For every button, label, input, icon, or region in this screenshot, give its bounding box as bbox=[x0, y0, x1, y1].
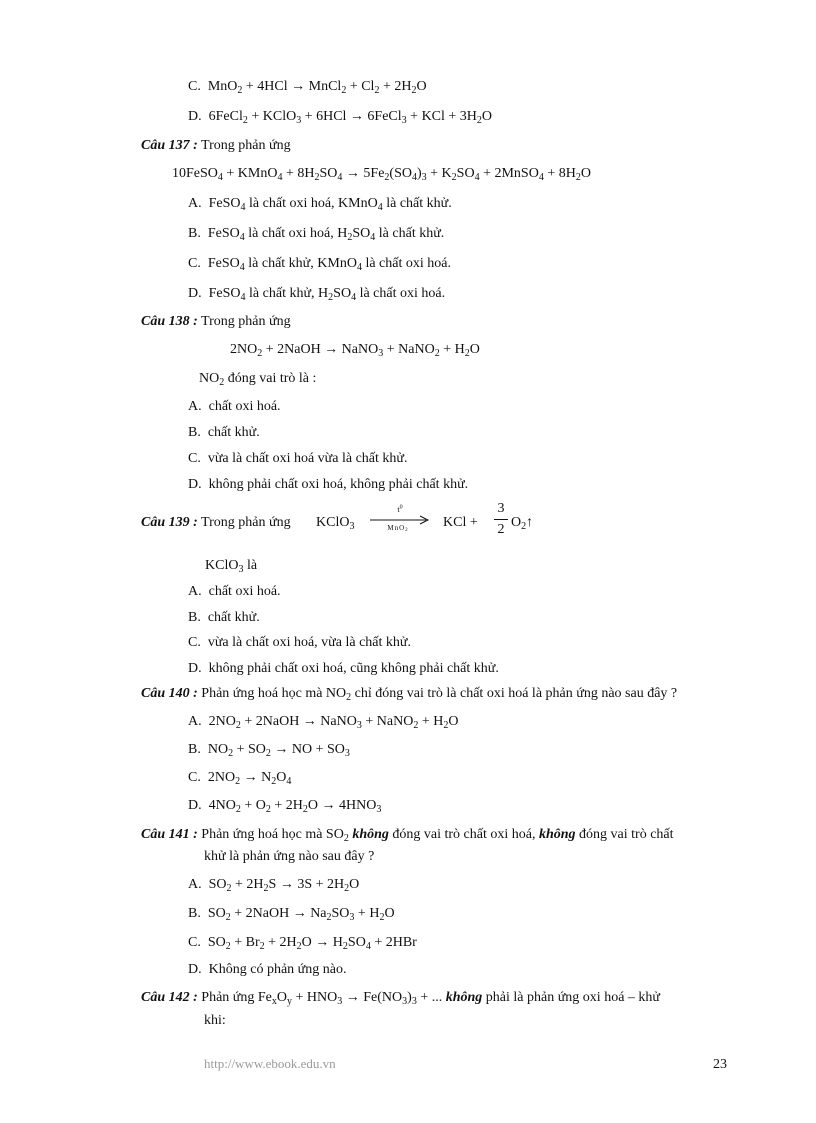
q141-option-b: B. $SO_2$ + 2NaOH → $Na_2SO_3 + H_2O$ bbox=[188, 906, 395, 923]
q138-option-d: D. không phải chất oxi hoá, không phải chất khử. bbox=[188, 477, 469, 492]
q139-condition-arrow: $t^0$ MnO$_2$ bbox=[368, 506, 432, 532]
q138-option-b: B. chất khử. bbox=[188, 425, 260, 440]
q140-option-a: A. $2NO_2$ + 2NaOH → NaNO$_3$ + NaNO$_2$ + $H_2O$ bbox=[188, 714, 459, 731]
q137-option-b: B. FeSO$_4$ là chất oxi hoá, $H_2SO_4$ là chất khử. bbox=[188, 226, 445, 243]
option-label: D. bbox=[188, 109, 202, 124]
q141-header: Câu 141 : Phản ứng hoá học mà $SO_2$ không đóng vai trò chất oxi hoá, không đóng vai trò chất bbox=[141, 827, 674, 844]
option-label: C. bbox=[188, 79, 201, 94]
q142-header: Câu 142 : Phản ứng $Fe_xO_y + HNO_3 \to Fe(NO_3)_3$ + ... không phải là phản ứng oxi hoá – khử bbox=[141, 990, 660, 1007]
question-number: Câu 142 : bbox=[141, 990, 198, 1005]
equation: 6FeCl$_2$ + KClO$_3$ + 6HCl → 6FeCl$_3$ + KCl + $3H_2O$ bbox=[208, 109, 493, 126]
q141-option-a: A. $SO_2 + 2H_2S \to 3S + 2H_2O$ bbox=[188, 877, 360, 894]
emphasis-khong: không bbox=[352, 827, 389, 842]
q141-option-c: C. $SO_2 + Br_2 + 2H_2O \to H_2SO_4 + 2HBr$ bbox=[188, 935, 417, 952]
question-number: Câu 138 : bbox=[141, 314, 198, 329]
q137-option-a: A. FeSO$_4$ là chất oxi hoá, KMnO$_4$ là chất khử. bbox=[188, 196, 452, 213]
question-stem: Trong phản ứng bbox=[201, 515, 291, 530]
q139-header bbox=[141, 514, 291, 532]
q137-equation: 10FeSO$_4$ + KMnO$_4$ + $8H_2SO_4 \to 5Fe_2(SO_4)_3 + K_2SO_4$ + 2MnSO$_4$ + $8H_2O$ bbox=[172, 166, 591, 183]
question-number: Câu 140 : bbox=[141, 686, 198, 701]
fraction-denominator: 2 bbox=[497, 522, 505, 537]
q138-option-a: A. chất oxi hoá. bbox=[188, 399, 281, 414]
q137-option-d: D. FeSO$_4$ là chất khử, $H_2SO_4$ là chất oxi hoá. bbox=[188, 286, 446, 303]
q137-option-c: C. FeSO$_4$ là chất khử, KMnO$_4$ là chất oxi hoá. bbox=[188, 256, 451, 273]
emphasis-khong: không bbox=[538, 827, 576, 842]
q139-product-2: $O_2↑$ bbox=[511, 515, 534, 532]
arrow-cond-top: t bbox=[397, 505, 400, 514]
q138-role: $NO_2$ đóng vai trò là : bbox=[199, 371, 317, 388]
question-number: Câu 137 : bbox=[141, 138, 198, 153]
q139-option-b: B. chất khử. bbox=[188, 610, 260, 625]
q139-reactant: KClO$_3$ bbox=[316, 515, 355, 532]
q140-header bbox=[141, 685, 677, 703]
q138-header bbox=[141, 313, 291, 331]
fraction-numerator: 3 bbox=[497, 501, 505, 516]
q140-option-b: B. $NO_2 + SO_2$ → NO + $SO_3$ bbox=[188, 742, 350, 759]
q138-equation: $2NO_2$ + 2NaOH → NaNO$_3$ + NaNO$_2$ + $H_2O$ bbox=[230, 342, 480, 359]
question-stem: Phản ứng hoá học mà $NO_2$ chỉ đóng vai trò là chất oxi hoá là phản ứng nào sau đây ? bbox=[201, 686, 678, 703]
q142-stem-line-2: khi: bbox=[204, 1013, 226, 1028]
q139-product-1: KCl + bbox=[443, 515, 478, 530]
question-stem: Trong phản ứng bbox=[201, 314, 291, 329]
q136-option-d bbox=[188, 108, 492, 126]
question-stem: Trong phản ứng bbox=[201, 138, 291, 153]
q140-option-d: D. $4NO_2 + O_2 + 2H_2O \to 4HNO_3$ bbox=[188, 798, 382, 815]
footer-url[interactable]: http://www.ebook.edu.vn bbox=[204, 1056, 336, 1071]
emphasis-khong: không bbox=[445, 990, 483, 1005]
q139-subject: KClO$_3$ là bbox=[205, 558, 258, 575]
question-number: Câu 141 : bbox=[141, 827, 198, 842]
q139-option-d: D. không phải chất oxi hoá, cũng không phải chất khử. bbox=[188, 661, 499, 676]
page-number: 23 bbox=[713, 1057, 727, 1072]
q141-option-d: D. Không có phản ứng nào. bbox=[188, 962, 347, 977]
q140-option-c: C. $2NO_2 \to N_2O_4$ bbox=[188, 770, 292, 787]
q136-option-c bbox=[188, 78, 427, 96]
question-number: Câu 139 : bbox=[141, 515, 198, 530]
q141-stem-line-2: khử là phản ứng nào sau đây ? bbox=[204, 849, 375, 864]
q139-option-c: C. vừa là chất oxi hoá, vừa là chất khử. bbox=[188, 635, 411, 650]
q139-option-a: A. chất oxi hoá. bbox=[188, 584, 281, 599]
equation: MnO$_2$ + 4HCl → MnCl$_2$ + $Cl_2 + 2H_2O$ bbox=[207, 79, 427, 96]
q138-option-c: C. vừa là chất oxi hoá vừa là chất khử. bbox=[188, 451, 408, 466]
arrow-cond-bottom: MnO bbox=[387, 524, 406, 532]
q137-header bbox=[141, 137, 291, 155]
q139-fraction bbox=[494, 500, 508, 539]
